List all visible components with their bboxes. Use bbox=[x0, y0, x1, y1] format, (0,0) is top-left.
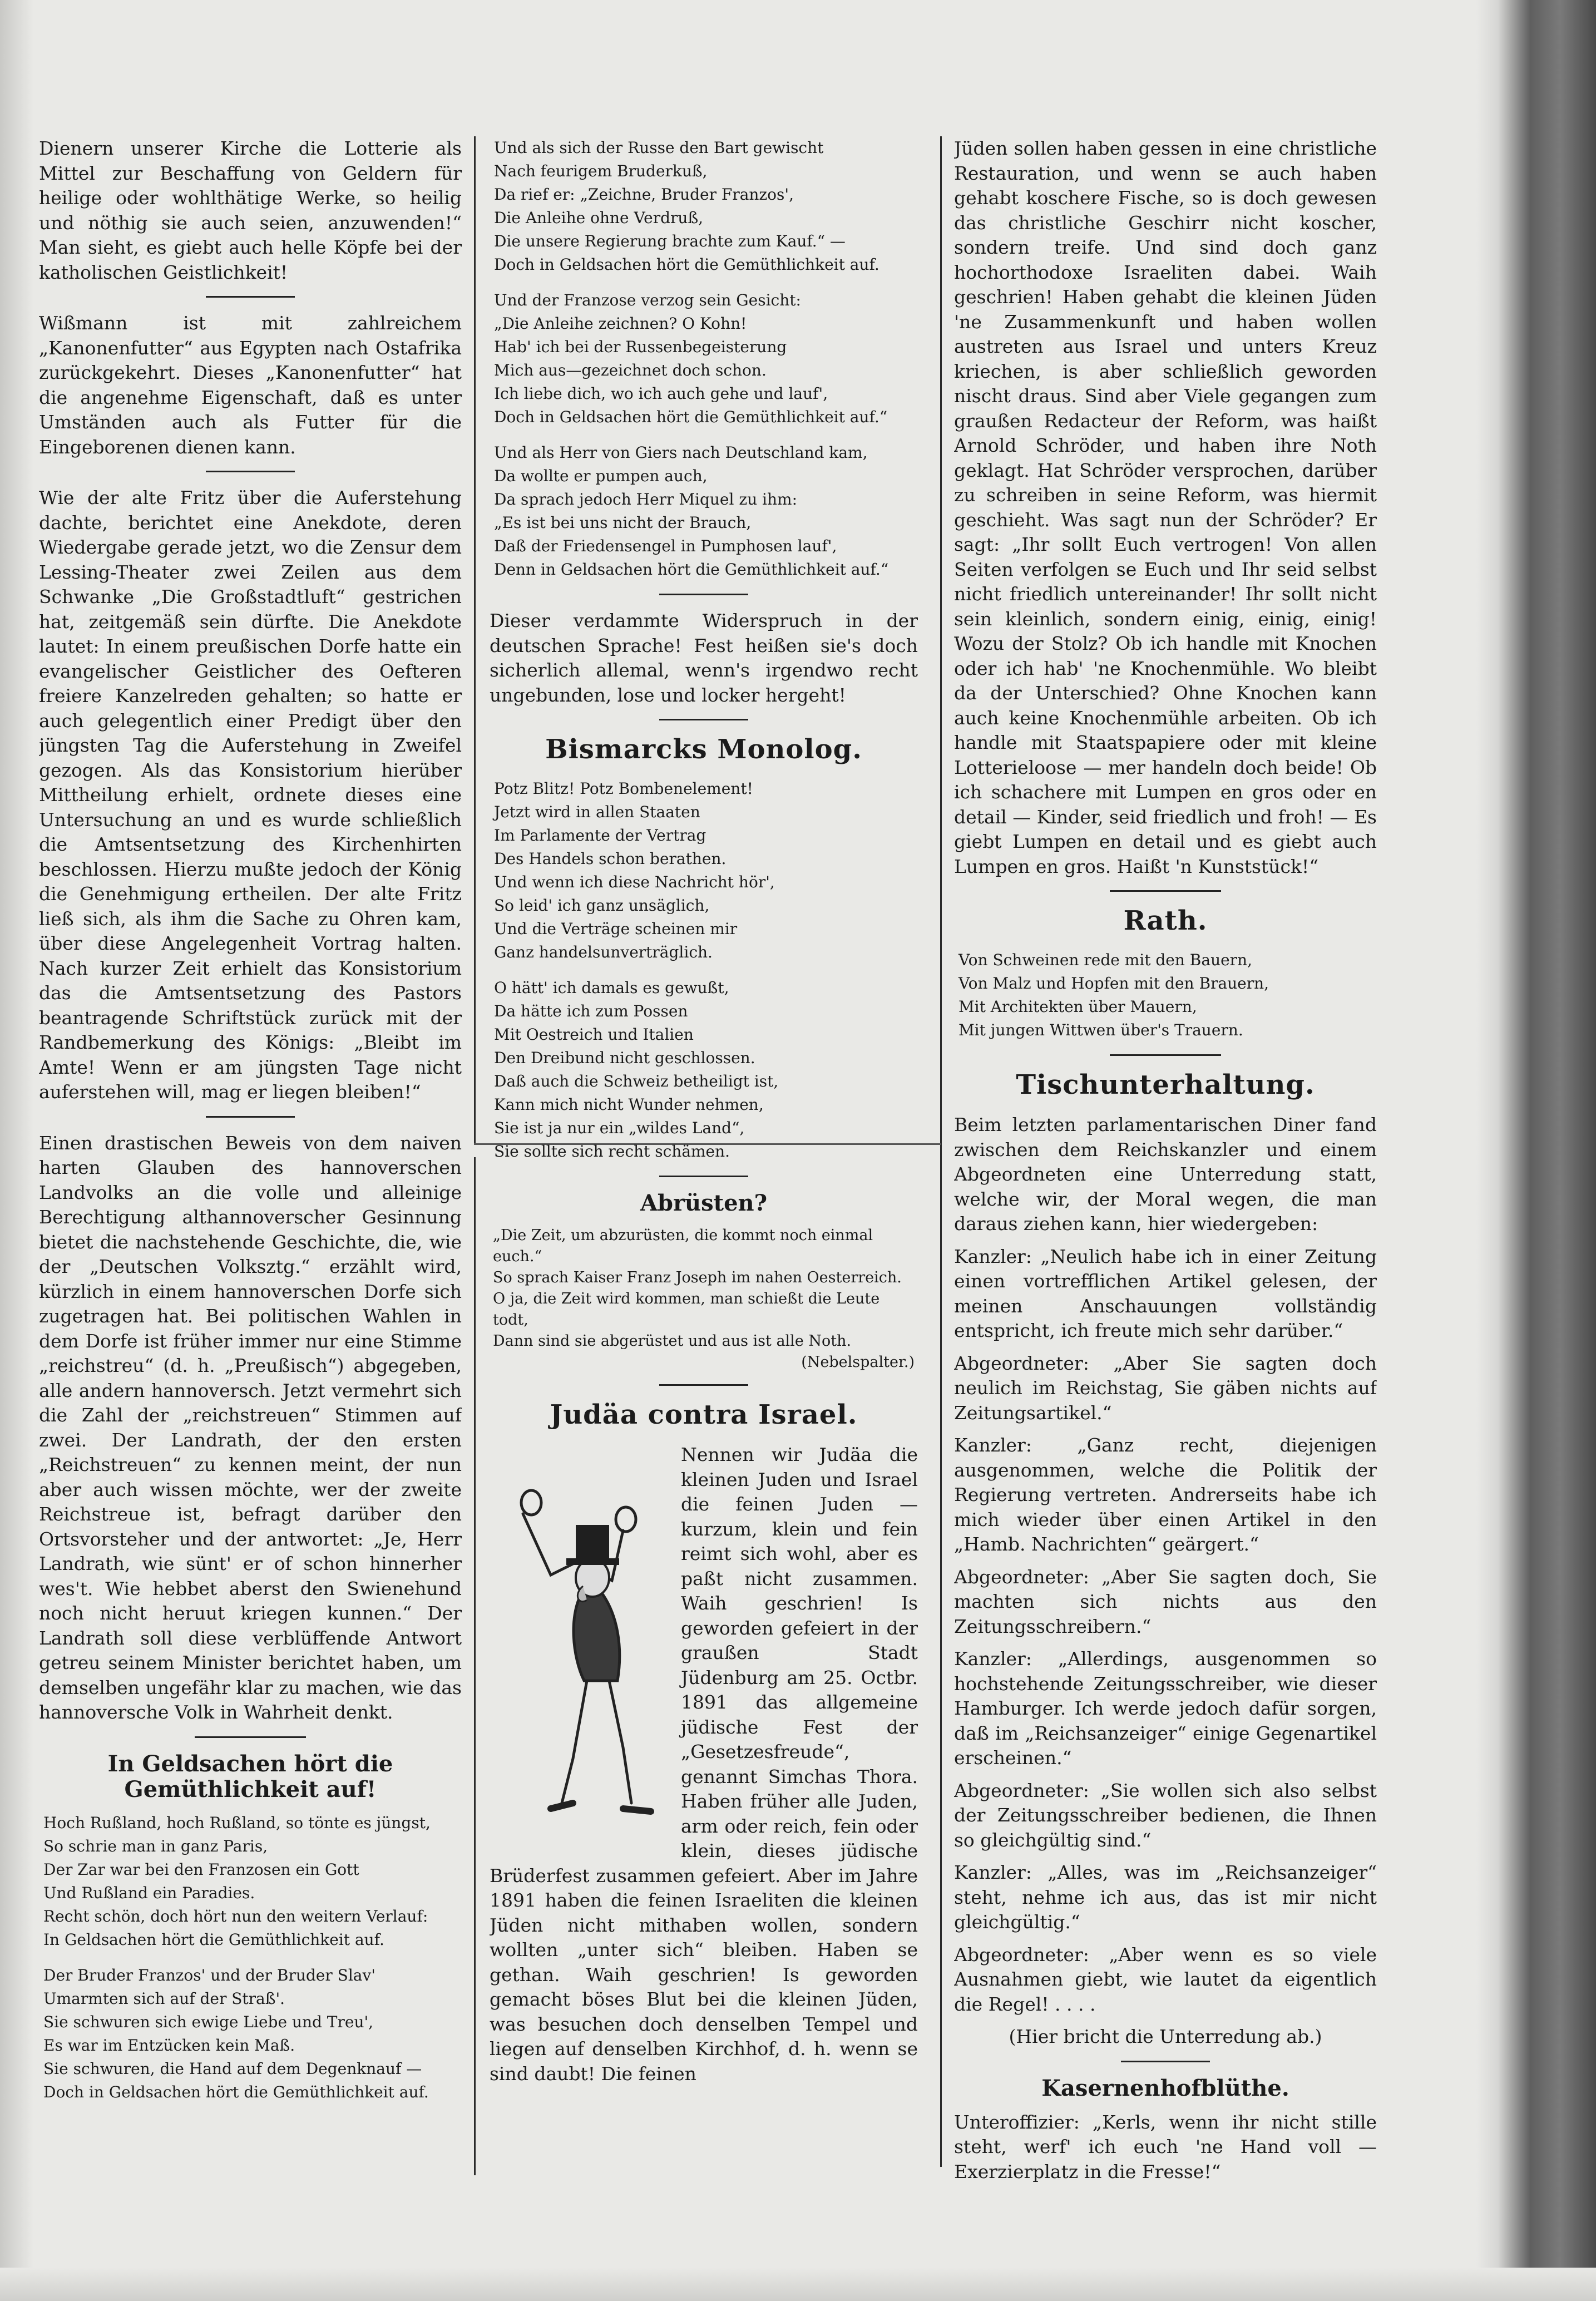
verse-line: Von Malz und Hopfen mit den Brauern, bbox=[958, 974, 1269, 993]
separator bbox=[206, 296, 295, 298]
verse-line: Den Dreibund nicht geschlossen. bbox=[494, 1049, 755, 1067]
article-kasernen: Unteroffizier: „Kerls, wenn ihr nicht stille steht, werf' ich euch 'ne Hand voll — Exerzierplatz in die Fresse!“ bbox=[954, 2111, 1377, 2183]
tisch-paragraph: Kanzler: „Ganz recht, diejenigen ausgenommen, welche die Politik der Regierung vertreten. Andrerseits habe ich mich wieder über einen Artikel in den „Hamb. Nachrichten“ geärgert.“ bbox=[954, 1434, 1377, 1555]
kasernen-title: Kasernenhofblüthe. bbox=[1041, 2075, 1289, 2101]
verse-line: Doch in Geldsachen hört die Gemüthlichkeit auf.“ bbox=[494, 408, 888, 426]
verse-line: Da sprach jedoch Herr Miquel zu ihm: bbox=[494, 490, 798, 508]
tisch-paragraph: Kanzler: „Alles, was im „Reichsanzeiger“ steht, nehme ich aus, das ist mir nicht gleichgültig.“ bbox=[954, 1861, 1377, 1933]
verse-line: „Es ist bei uns nicht der Brauch, bbox=[494, 513, 752, 532]
tisch-paragraph: (Hier bricht die Unterredung ab.) bbox=[1009, 2026, 1322, 2047]
book-binding-edge bbox=[1476, 0, 1596, 2301]
verse-line: Doch in Geldsachen hört die Gemüthlichkeit auf. bbox=[494, 255, 879, 274]
column-3 bbox=[954, 136, 1377, 2295]
article-lottery-end: Dienern unserer Kirche die Lotterie als Mittel zur Beschaffung von Geldern für heilige oder wohlthätige Werke, so heilig und nöthig sie auch seien, anzuwenden!“ Man sieht, es giebt auch helle Köpfe bei der katholischen Geistlichkeit! bbox=[39, 137, 462, 283]
monolog-stanza-1 bbox=[494, 777, 918, 964]
article-alter-fritz: Wie der alte Fritz über die Auferstehung dachte, berichtet eine Anekdote, deren Wiedergabe gerade jetzt, wo die Zensur dem Lessing-Theater zwei Zeilen aus dem Schwanke „Die Großstadtluft“ gestrichen hat, zeitgemäß sein dürfte. Die Anekdote lautet: In einem preußischen Dorfe hatte ein evangelischer Geistlicher des Oefteren freiere Kanzelreden gehalten; so hatte er auch gelegentlich einer Predigt über den jüngsten Tag die Auferstehung in Zweifel gezogen. Als das Konsistorium hierüber Mittheilung erhielt, ordnete dieses eine Untersuchung an und es wurde schließlich die Amtsentsetzung des Kirchenhirten beschlossen. Hierzu mußte jedoch der König die Genehmigung ertheilen. Der alte Fritz ließ sich, als ihm die Sache zu Ohren kam, über diese Angelegenheit Vortrag halten. Nach kurzer Zeit erhielt das Konsistorium das die Amtsentsetzung des Pastors beantragende Schriftstück zurück mit der Randbemerkung des Königs: „Bleibt im Amte! Wenn er am jüngsten Tage nicht auferstehen will, mag er liegen bleiben!“ bbox=[39, 487, 462, 1103]
judaea-title: Judäa contra Israel. bbox=[550, 1399, 858, 1430]
verse-line: Und der Franzose verzog sein Gesicht: bbox=[494, 291, 801, 309]
verse-line: Kann mich nicht Wunder nehmen, bbox=[494, 1095, 764, 1114]
verse-line: So schrie man in ganz Paris, bbox=[43, 1836, 268, 1855]
article-judaea: Nennen wir Judäa die kleinen Juden und Israel die feinen Juden — kurzum, klein und fein reimt sich wohl, aber es paßt nicht zusammen. Waih geschrien! Is geworden gefeiert in der graußen Stadt Jüdenburg am 25. Octbr. 1891 das allgemeine jüdische Fest der „Gesetzesfreude“, genannt Simchas Thora. Haben früher alle Juden, arm oder reich, fein oder klein, dieses jüdische Brüderfest zusammen gefeiert. Aber im Jahre 1891 haben die feinen Israeliten die kleinen Jüden nicht mithaben wollen, sondern wollten „unter sich“ bleiben. Haben se gethan. Waih geschrien! Is geworden gemacht böses Blut bei die kleinen Jüden, was besuchen doch denselben Tempel und liegen auf denselben Kirchhof, d. h. wenn se sind daubt! Die feinen bbox=[490, 1444, 918, 2085]
verse-line: Hab' ich bei der Russenbegeisterung bbox=[494, 338, 787, 356]
separator bbox=[1121, 2061, 1210, 2062]
poem-stanza-2 bbox=[43, 1964, 462, 2104]
verse-line: Denn in Geldsachen hört die Gemüthlichkeit auf.“ bbox=[494, 560, 889, 579]
column-rule bbox=[474, 136, 476, 1143]
article-hannover: Einen drastischen Beweis von dem naiven harten Glauben des hannoverschen Landvolks an die volle und alleinige Berechtigung althannoverscher Gesinnung bietet die nachstehende Geschichte, die, wie der „Deutschen Volksztg.“ erzählt wird, kürzlich in einem hannoverschen Dorfe sich zugetragen hat. Bei politischen Wahlen in dem Dorfe ist früher immer nur eine Stimme „reichstreu“ (d. h. „Preußisch“) abgegeben, alle andern hannoversch. Jetzt vermehrt sich die Zahl der „reichstreuen“ Stimmen auf zwei. Der Landrath, der den ersten „Reichstreuen“ zu kennen meint, der nun aber auch wissen möchte, wer der zweite Reichstreue ist, befragt darüber den Ortsvorsteher und der antwortet: „Je, Herr Landrath, wie sünt' er of schon hinnerher wes't. Wie hebbet aberst den Swienehund noch nicht heruut kriegen kunnen.“ Der Landrath soll diese verblüffende Antwort getreu seinem Minister berichtet haben, um demselben ungefähr klar zu machen, wie das hannoversche Volk in Wahrheit denkt. bbox=[39, 1132, 462, 1723]
page-edge-left bbox=[0, 0, 33, 2301]
verse-line: Es war im Entzücken kein Maß. bbox=[43, 2036, 295, 2055]
column-1 bbox=[39, 136, 462, 2295]
poem-title: In Geldsachen hört die Gemüthlichkeit auf! bbox=[107, 1750, 393, 1803]
verse-line: Ganz handelsunverträglich. bbox=[494, 943, 713, 961]
poem-stanza-4 bbox=[494, 289, 918, 429]
verse-line: Da rief er: „Zeichne, Bruder Franzos', bbox=[494, 185, 794, 204]
verse-line: O ja, die Zeit wird kommen, man schießt die Leute todt, bbox=[493, 1290, 880, 1329]
verse-line: Des Handels schon berathen. bbox=[494, 850, 727, 868]
rath-verse bbox=[958, 949, 1377, 1042]
tisch-paragraph: Abgeordneter: „Aber Sie sagten doch, Sie machten sich nichts aus den Zeitungsschreibern.“ bbox=[954, 1566, 1377, 1637]
separator bbox=[659, 1384, 748, 1386]
verse-line: Und wenn ich diese Nachricht hör', bbox=[494, 873, 775, 891]
separator bbox=[659, 1176, 748, 1177]
verse-line: Und die Verträge scheinen mir bbox=[494, 920, 738, 938]
verse-line: So leid' ich ganz unsäglich, bbox=[494, 896, 710, 915]
verse-line: Dann sind sie abgerüstet und aus ist alle Noth. bbox=[493, 1332, 852, 1350]
monolog-title: Bismarcks Monolog. bbox=[545, 734, 862, 765]
verse-line: Nach feurigem Bruderkuß, bbox=[494, 162, 708, 180]
verse-line: Da hätte ich zum Possen bbox=[494, 1002, 688, 1020]
verse-line: Und als Herr von Giers nach Deutschland kam, bbox=[494, 443, 868, 462]
verse-line: Da wollte er pumpen auch, bbox=[494, 467, 708, 485]
tisch-paragraph: Kanzler: „Allerdings, ausgenommen so hochstehende Zeitungsschreiber, wie dieser Hamburger. Ich werde jedoch dafür sorgen, daß im „Reichsanzeiger“ einige Gegenartikel erscheinen.“ bbox=[954, 1648, 1377, 1769]
verse-line: Mit Oestreich und Italien bbox=[494, 1025, 694, 1044]
tisch-title: Tischunterhaltung. bbox=[1016, 1069, 1315, 1100]
verse-line: Umarmten sich auf der Straß'. bbox=[43, 1989, 285, 2008]
verse-line: In Geldsachen hört die Gemüthlichkeit auf. bbox=[43, 1930, 384, 1949]
separator bbox=[195, 1736, 306, 1738]
verse-line: Der Bruder Franzos' und der Bruder Slav' bbox=[43, 1966, 375, 1984]
tisch-paragraph: Kanzler: „Neulich habe ich in einer Zeitung einen vortrefflichen Artikel gelesen, der meinen Anschauungen vollständig entspricht, ich freute mich sehr darüber.“ bbox=[954, 1245, 1377, 1341]
verse-line: Jetzt wird in allen Staaten bbox=[494, 803, 700, 821]
poem-stanza-3 bbox=[494, 136, 918, 276]
verse-line: Im Parlamente der Vertrag bbox=[494, 826, 706, 845]
abruesten-title: Abrüsten? bbox=[640, 1190, 768, 1216]
poem-stanza-1 bbox=[43, 1811, 462, 1952]
tisch-paragraph: Abgeordneter: „Aber Sie sagten doch neulich im Reichstag, Sie gäben nichts auf Zeitungsartikel.“ bbox=[954, 1352, 1377, 1424]
monolog-stanza-2 bbox=[494, 976, 918, 1163]
verse-line: Von Schweinen rede mit den Bauern, bbox=[958, 951, 1252, 969]
verse-line: Der Zar war bei den Franzosen ein Gott bbox=[43, 1860, 359, 1879]
column-2 bbox=[490, 136, 918, 2295]
verse-line: Doch in Geldsachen hört die Gemüthlichkeit auf. bbox=[43, 2082, 429, 2101]
tisch-paragraph: Beim letzten parlamentarischen Diner fand zwischen dem Reichskanzler und einem Abgeordneten eine Unterredung statt, welche wir, der Moral wegen, die man daraus ziehen kann, hier wiedergeben: bbox=[954, 1114, 1377, 1235]
verse-line: Mit Architekten über Mauern, bbox=[958, 998, 1197, 1016]
verse-line: Sie sollte sich recht schämen. bbox=[494, 1142, 730, 1161]
caricature-illustration bbox=[490, 1447, 673, 1836]
separator bbox=[659, 594, 748, 595]
verse-line: Daß auch die Schweiz betheiligt ist, bbox=[494, 1072, 779, 1090]
verse-line: Und Rußland ein Paradies. bbox=[43, 1883, 255, 1902]
verse-line: So sprach Kaiser Franz Joseph im nahen Oesterreich. bbox=[493, 1269, 902, 1286]
rath-title: Rath. bbox=[1123, 905, 1208, 936]
separator bbox=[659, 719, 748, 720]
tisch-paragraph: Abgeordneter: „Aber wenn es so viele Ausnahmen giebt, wie lautet da eigentlich die Regel! . . . . bbox=[954, 1943, 1377, 2015]
verse-line: „Die Anleihe zeichnen? O Kohn! bbox=[494, 314, 747, 333]
abruesten-verse bbox=[493, 1225, 915, 1373]
article-judaea-cont: Jüden sollen haben gessen in eine christliche Restauration, und wenn se auch haben gehabt koschere Fische, so is doch gewesen das christliche Geschirr nicht koscher, sondern treife. Und sind doch ganz hochorthodoxe Israeliten dabei. Waih geschrien! Haben gehabt die kleinen Jüden 'ne Zusammenkunft und haben wollen austreten aus Israel und unters Kreuz kriechen, is aber schließlich geworden nischt draus. Sind aber Viele gegangen zum graußen Redacteur der Reform, was haißt Arnold Schröder, und haben ihre Noth geklagt. Hat Schröder versprochen, darüber zu schreiben in seine Reform, was hiermit geschieht. Was sagt nun der Schröder? Er sagt: „Ihr sollt Euch vertrogen! Von allen Seiten verfolgen se Euch und Ihr seid selbst nicht friedlich untereinander! Ihr sollt nicht sein kleinlich, sondern einig, einig, einig! Wozu der Stolz? Ob ich handle mit Knochen oder ich hab' 'ne Knochenmühle. Wo bleibt da der Unterschied? Ohne Knochen kann auch keine Knochenmühle arbeiten. Ob ich handle mit Staatspapiere oder mit kleine Lotterieloose — mer handeln doch beide! Ob ich schachere mit Lumpen en gros oder en detail — Kinder, seid friedlich und froh! — Es giebt Lumpen en detail und es giebt auch Lumpen en gros. Haißt 'n Kunststück!“ bbox=[954, 137, 1377, 877]
verse-line: Mich aus—gezeichnet doch schon. bbox=[494, 361, 767, 379]
column-rule bbox=[474, 1157, 476, 2175]
verse-line: Daß der Friedensengel in Pumphosen lauf', bbox=[494, 537, 837, 555]
separator bbox=[206, 1116, 295, 1118]
dancing-man-figure bbox=[490, 1447, 673, 1836]
verse-line: Die Anleihe ohne Verdruß, bbox=[494, 209, 704, 227]
separator bbox=[206, 471, 295, 472]
article-widerspruch: Dieser verdammte Widerspruch in der deutschen Sprache! Fest heißen sie's doch sicherlich allemal, wenn's irgendwo recht ungebunden, lose und locker hergeht! bbox=[490, 610, 918, 706]
separator bbox=[1110, 890, 1221, 892]
verse-line: Die unsere Regierung brachte zum Kauf.“ — bbox=[494, 232, 846, 250]
tisch-paragraph: Abgeordneter: „Sie wollen sich also selbst der Zeitungsschreiber bedienen, die Ihnen so gleichgültig sind.“ bbox=[954, 1779, 1377, 1851]
verse-line: Sie ist ja nur ein „wildes Land“, bbox=[494, 1119, 745, 1137]
verse-line: O hätt' ich damals es gewußt, bbox=[494, 979, 729, 997]
verse-line: Mit jungen Wittwen über's Trauern. bbox=[958, 1021, 1243, 1039]
article-wissmann: Wißmann ist mit zahlreichem „Kanonenfutter“ aus Egypten nach Ostafrika zurückgekehrt. Dieses „Kanonenfutter“ hat die angenehme Eigenschaft, daß es unter Umständen auch als Futter für die Eingeborenen dienen kann. bbox=[39, 312, 462, 458]
verse-line: „Die Zeit, um abzurüsten, die kommt noch einmal euch.“ bbox=[493, 1227, 873, 1265]
column-rule bbox=[940, 136, 942, 2167]
poem-stanza-5 bbox=[494, 441, 918, 581]
source-credit: (Nebelspalter.) bbox=[801, 1354, 915, 1371]
verse-line: Und als sich der Russe den Bart gewischt bbox=[494, 139, 824, 157]
verse-line: Sie schwuren, die Hand auf dem Degenknauf — bbox=[43, 2059, 422, 2078]
verse-line: Hoch Rußland, hoch Rußland, so tönte es jüngst, bbox=[43, 1813, 431, 1832]
separator bbox=[1110, 1054, 1221, 1056]
verse-line: Sie schwuren sich ewige Liebe und Treu', bbox=[43, 2012, 374, 2031]
verse-line: Ich liebe dich, wo ich auch gehe und lauf', bbox=[494, 384, 828, 403]
verse-line: Recht schön, doch hört nun den weitern Verlauf: bbox=[43, 1907, 428, 1925]
verse-line: Potz Blitz! Potz Bombenelement! bbox=[494, 779, 753, 798]
